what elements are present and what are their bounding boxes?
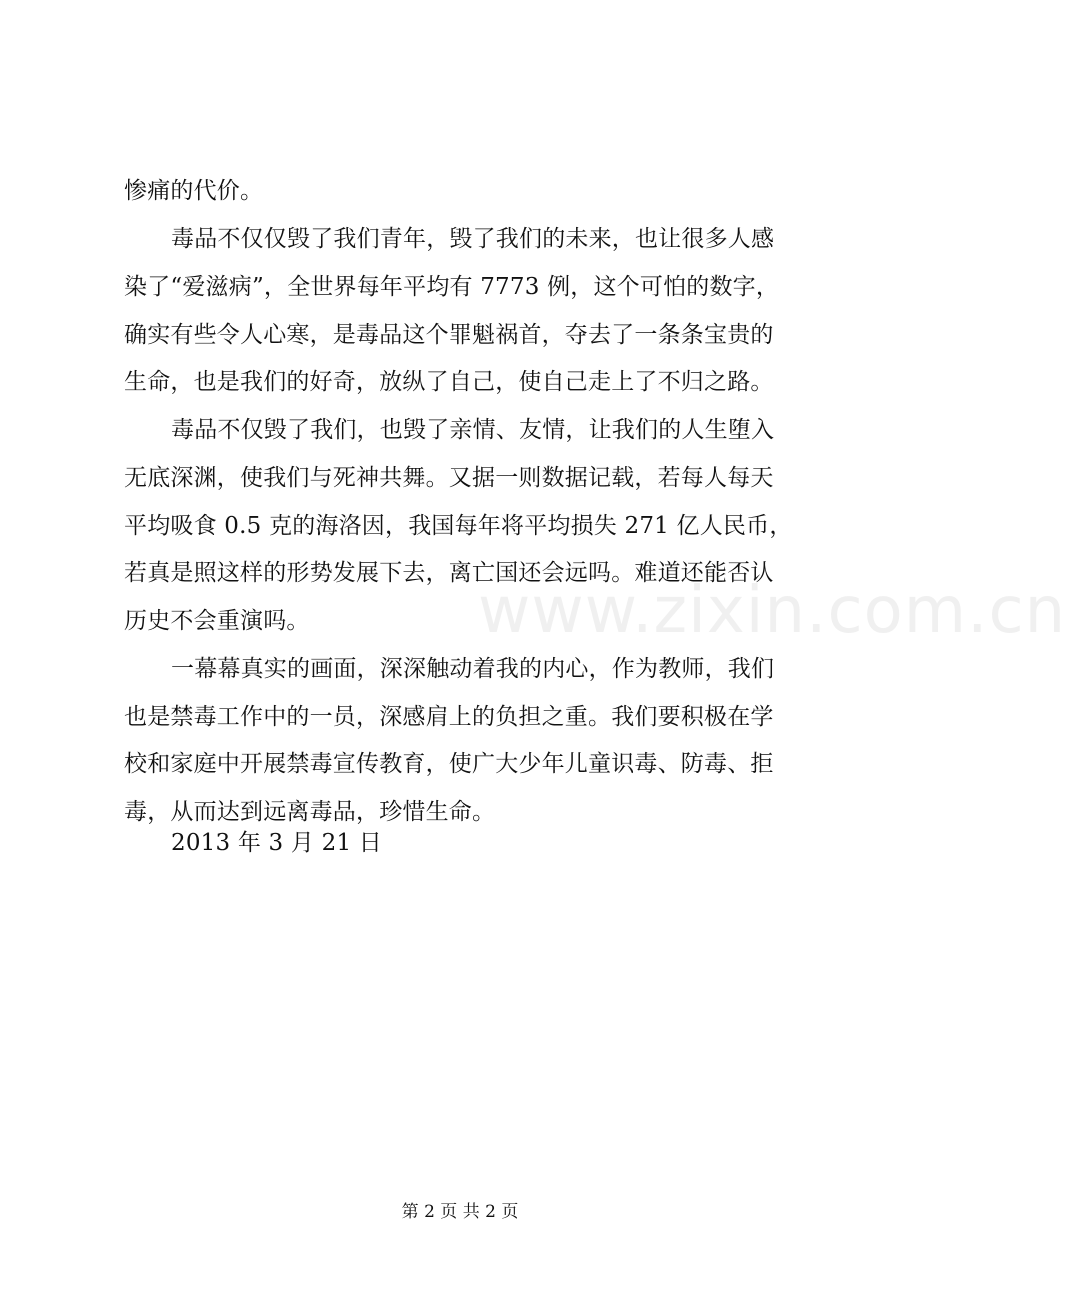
text-line: 历史不会重演吗。 — [124, 608, 310, 634]
text-line: 毒，从而达到远离毒品，珍惜生命。 — [124, 799, 496, 825]
text-line: 平均吸食 0.5 克的海洛因，我国每年将平均损失 271 亿人民币， — [124, 513, 793, 539]
watermark: www.zixin.com.cn — [478, 574, 1066, 648]
text-line: 惨痛的代价。 — [124, 178, 264, 204]
paragraph-first-line: 毒品不仅仅毁了我们青年，毁了我们的未来，也让很多人感 — [171, 226, 775, 252]
date-line: 2013 年 3 月 21 日 — [171, 830, 382, 856]
text-line: 无底深渊，使我们与死神共舞。又据一则数据记载，若每人每天 — [124, 465, 774, 491]
text-line: 染了“爱滋病”，全世界每年平均有 7773 例，这个可怕的数字， — [124, 274, 780, 300]
text-line: 生命，也是我们的好奇，放纵了自己，使自己走上了不归之路。 — [124, 369, 774, 395]
text-line: 若真是照这样的形势发展下去，离亡国还会远吗。难道还能否认 — [124, 560, 774, 586]
text-line: 校和家庭中开展禁毒宣传教育，使广大少年儿童识毒、防毒、拒 — [124, 751, 774, 777]
text-line: 也是禁毒工作中的一员，深感肩上的负担之重。我们要积极在学 — [124, 704, 774, 730]
paragraph-first-line: 毒品不仅毁了我们，也毁了亲情、友情，让我们的人生堕入 — [171, 417, 775, 443]
page-footer: 第 2 页 共 2 页 — [401, 1202, 519, 1222]
paragraph-first-line: 一幕幕真实的画面，深深触动着我的内心，作为教师，我们 — [171, 656, 775, 682]
text-line: 确实有些令人心寒，是毒品这个罪魁祸首，夺去了一条条宝贵的 — [124, 322, 774, 348]
